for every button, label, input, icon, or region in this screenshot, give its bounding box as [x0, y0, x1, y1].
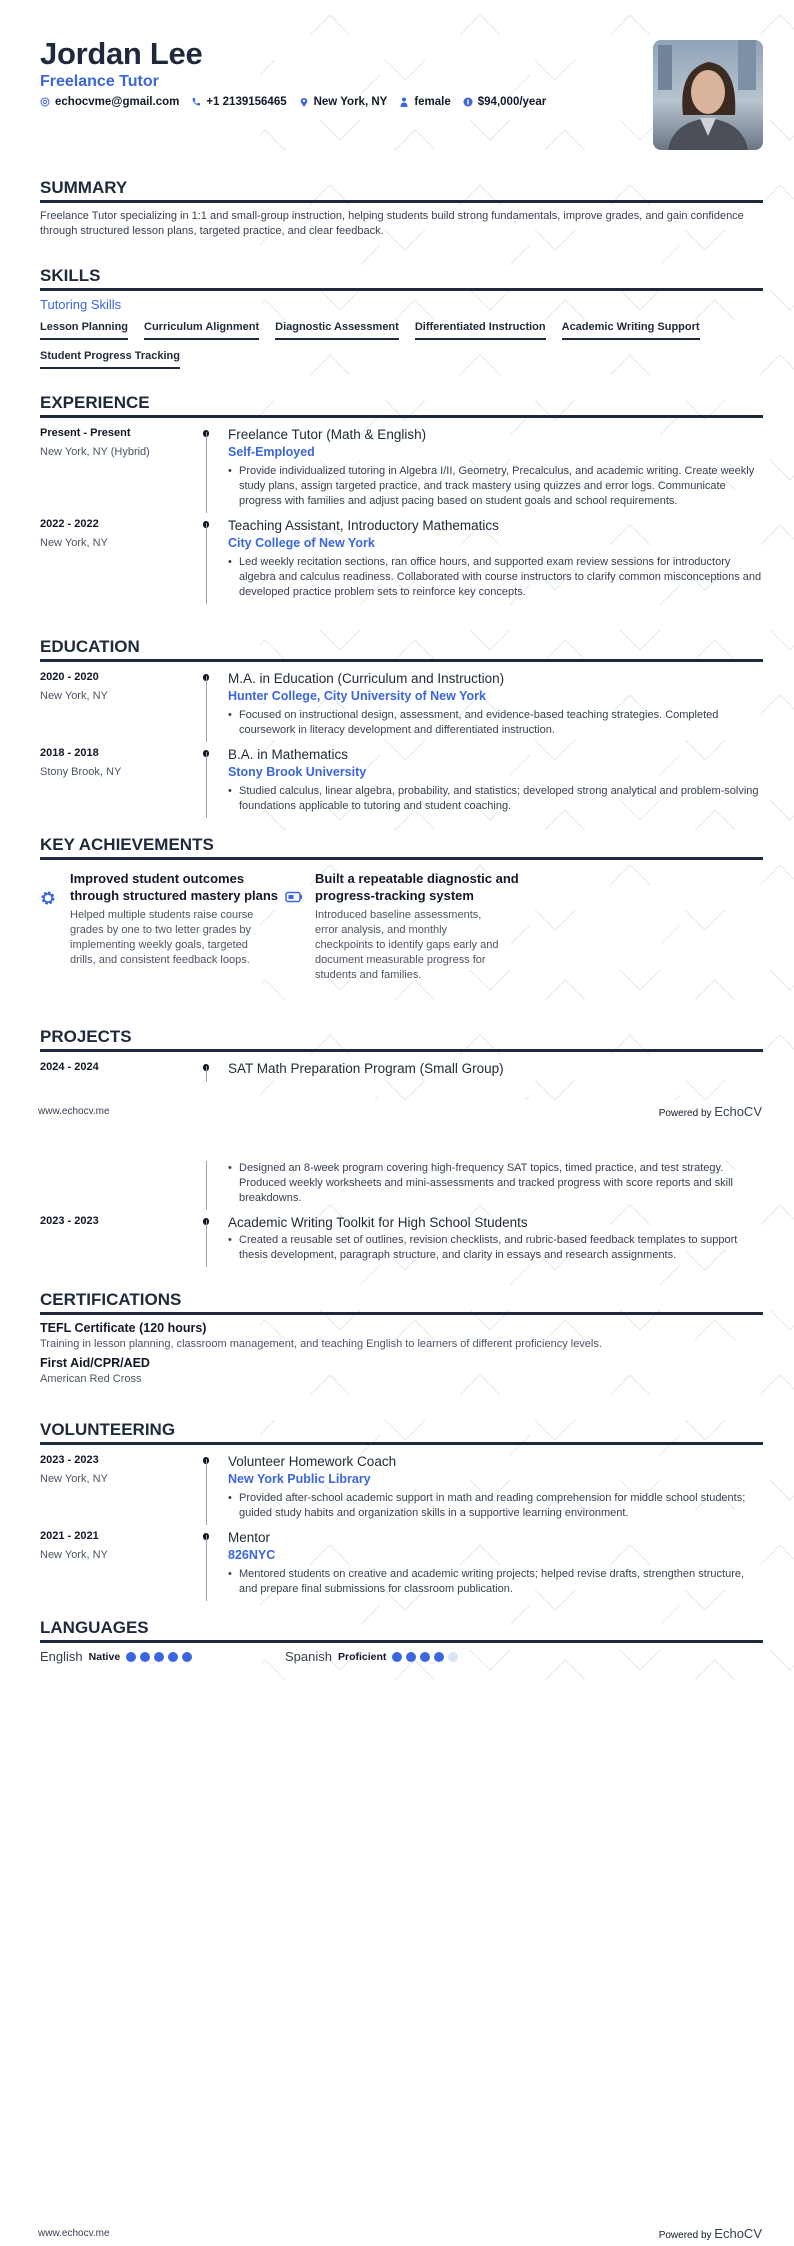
entry-date: 2023 - 2023 [40, 1454, 99, 1466]
experience-entry [40, 426, 763, 517]
rating-dot-empty [448, 1652, 458, 1662]
entry-title: Teaching Assistant, Introductory Mathematics [228, 518, 499, 533]
project-entry [40, 1060, 763, 1082]
section-heading: VOLUNTEERING [40, 1420, 176, 1439]
section-heading: SKILLS [40, 266, 101, 285]
section-divider [40, 415, 763, 418]
section-divider [40, 857, 763, 860]
gear-icon [40, 890, 56, 906]
summary-section [40, 178, 763, 239]
section-heading: SUMMARY [40, 178, 128, 197]
entry-title: M.A. in Education (Curriculum and Instruction) [228, 671, 505, 686]
entry-date: 2023 - 2023 [40, 1215, 99, 1227]
entry-bullet: • Studied calculus, linear algebra, probability, and statistics; developed strong analytical and problem-solving foundations applicable to tutoring and student coaching. [228, 784, 763, 814]
skill-chip: Curriculum Alignment [144, 317, 259, 340]
location-pin-icon [299, 97, 309, 107]
entry-title: Freelance Tutor (Math & English) [228, 427, 427, 442]
projects-section-continued [40, 1161, 763, 1271]
timeline-marker [207, 517, 228, 608]
section-divider [40, 1049, 763, 1052]
entry-location: New York, NY [40, 1549, 108, 1561]
entry-organization: Stony Brook University [228, 765, 367, 779]
entry-title: B.A. in Mathematics [228, 747, 349, 762]
achievement-card [285, 870, 525, 983]
contact-row [40, 96, 546, 108]
section-heading: CERTIFICATIONS [40, 1290, 182, 1309]
section-heading: EXPERIENCE [40, 393, 150, 412]
entry-date: 2018 - 2018 [40, 747, 99, 759]
entry-date: 2022 - 2022 [40, 518, 99, 530]
certification-issuer: American Red Cross [40, 1373, 142, 1385]
project-entry-continued [40, 1161, 763, 1214]
projects-section [40, 1027, 763, 1082]
section-divider [40, 1442, 763, 1445]
language-level: Proficient [337, 1650, 387, 1663]
timeline-marker [207, 1214, 228, 1271]
entry-bullet: • Created a reusable set of outlines, revision checklists, and rubric-based feedback templates to support thesis development, paragraph structure, and clarity in essays and research assignments. [228, 1233, 763, 1263]
certification-description: Training in lesson planning, classroom management, and teaching English to learners of different proficiency levels. [40, 1338, 602, 1350]
entry-title: SAT Math Preparation Program (Small Group) [228, 1061, 504, 1076]
timeline-marker [207, 1060, 228, 1082]
contact-salary [463, 96, 546, 108]
entry-organization: New York Public Library [228, 1472, 371, 1486]
achievement-title: Improved student outcomes through structured mastery plans [70, 871, 279, 903]
entry-organization: Self-Employed [228, 445, 315, 459]
powered-by-text: Powered by [658, 2230, 712, 2241]
certifications-section [40, 1290, 763, 1385]
language-level: Native [88, 1650, 121, 1663]
rating-dot-filled [420, 1652, 430, 1662]
education-entry [40, 746, 763, 822]
language-name: Spanish [285, 1649, 332, 1664]
timeline-marker [207, 670, 228, 746]
timeline-line [207, 1161, 228, 1214]
education-section [40, 637, 763, 822]
volunteering-entry [40, 1529, 763, 1605]
timeline-marker [207, 746, 228, 822]
rating-dot-filled [406, 1652, 416, 1662]
language-name: English [40, 1649, 83, 1664]
contact-phone[interactable] [191, 96, 286, 108]
skill-chip: Diagnostic Assessment [275, 317, 399, 340]
language-rating [392, 1652, 458, 1662]
achievement-title: Built a repeatable diagnostic and progress-tracking system [315, 871, 519, 903]
contact-email[interactable] [40, 96, 179, 108]
entry-bullet: • Provided after-school academic support in math and reading comprehension for middle school students; guided study habits and organization skills in a supportive learning environment. [228, 1491, 763, 1521]
contact-gender [399, 96, 450, 108]
section-heading: EDUCATION [40, 637, 140, 656]
entry-bullet: • Focused on instructional design, assessment, and evidence-based teaching strategies. Completed coursework in literacy development and differentiated instruction. [228, 708, 763, 738]
entry-date: 2024 - 2024 [40, 1061, 99, 1073]
skill-list [40, 317, 763, 375]
entry-organization: City College of New York [228, 536, 375, 550]
email-text: echocvme@gmail.com [55, 96, 180, 108]
section-divider [40, 200, 763, 203]
summary-text: Freelance Tutor specializing in 1:1 and small-group instruction, helping students build strong fundamentals, improve grades, and gain confidence through structured lesson plans, targeted practice, and clear feedback. [40, 210, 744, 237]
achievements-section [40, 835, 763, 983]
entry-date: 2020 - 2020 [40, 671, 99, 683]
certification-title: First Aid/CPR/AED [40, 1356, 150, 1370]
brand-logo: EchoCV [714, 1104, 762, 1119]
entry-bullet: • Designed an 8-week program covering high-frequency SAT topics, timed practice, and test strategy. Produced weekly worksheets and mini-assessments and tracked progress with score reports and skill breakdowns. [228, 1161, 763, 1206]
timeline-marker [207, 1453, 228, 1529]
section-heading: LANGUAGES [40, 1618, 149, 1637]
entry-location: New York, NY [40, 690, 108, 702]
entry-title: Volunteer Homework Coach [228, 1454, 397, 1469]
rating-dot-filled [182, 1652, 192, 1662]
entry-title: Mentor [228, 1530, 271, 1545]
rating-dot-filled [126, 1652, 136, 1662]
section-divider [40, 1312, 763, 1315]
rating-dot-filled [154, 1652, 164, 1662]
gender-text: female [414, 96, 451, 108]
profile-photo [653, 40, 763, 150]
entry-organization: 826NYC [228, 1548, 276, 1562]
salary-icon [463, 97, 473, 107]
entry-location: Stony Brook, NY [40, 766, 122, 778]
section-divider [40, 659, 763, 662]
contact-location [299, 96, 388, 108]
entry-bullet: • Provide individualized tutoring in Algebra I/II, Geometry, Precalculus, and academic writing. Create weekly study plans, assign targeted practice, and track mastery using quizzes and error logs. Communicate progress with families and adjust pacing based on student goals and school requirements. [228, 464, 763, 509]
project-entry [40, 1214, 763, 1271]
skill-chip: Lesson Planning [40, 317, 128, 340]
achievement-description: Helped multiple students raise course grades by one to two letter grades by implementing weekly goals, targeted drills, and consistent feedback loops. [70, 909, 254, 966]
footer-powered-by [659, 1104, 762, 1119]
footer-powered-by [659, 2226, 762, 2241]
person-icon [399, 97, 409, 107]
section-divider [40, 288, 763, 291]
entry-location: New York, NY (Hybrid) [40, 446, 150, 458]
entry-date: Present - Present [40, 427, 131, 439]
education-entry [40, 670, 763, 746]
footer-site-link[interactable]: www.echocv.me [38, 2228, 110, 2239]
skill-chip: Student Progress Tracking [40, 346, 180, 369]
skills-section [40, 266, 763, 375]
volunteering-entry [40, 1453, 763, 1529]
section-heading: PROJECTS [40, 1027, 132, 1046]
entry-bullet: • Led weekly recitation sections, ran office hours, and supported exam review sessions for introductory algebra and calculus readiness. Collaborated with course instructors to clarify common misconceptions and developed practice problem sets to reinforce key concepts. [228, 555, 763, 600]
volunteering-section [40, 1420, 763, 1605]
language-item [285, 1649, 458, 1664]
timeline-marker [207, 426, 228, 517]
footer-site-link[interactable]: www.echocv.me [38, 1106, 110, 1117]
powered-by-text: Powered by [658, 1108, 712, 1119]
entry-date: 2021 - 2021 [40, 1530, 99, 1542]
language-rating [126, 1652, 192, 1662]
achievement-card [40, 870, 280, 983]
entry-location: New York, NY [40, 1473, 108, 1485]
certification-title: TEFL Certificate (120 hours) [40, 1321, 207, 1335]
entry-title: Academic Writing Toolkit for High School Students [228, 1215, 528, 1230]
brand-logo: EchoCV [714, 2226, 762, 2241]
entry-organization: Hunter College, City University of New York [228, 689, 486, 703]
entry-location: New York, NY [40, 537, 108, 549]
job-title: Freelance Tutor [40, 73, 159, 90]
skill-group-title: Tutoring Skills [40, 297, 122, 312]
achievement-description: Introduced baseline assessments, error analysis, and monthly checkpoints to identify gaps early and document measurable progress for students and families. [315, 909, 499, 981]
timeline-marker [207, 1529, 228, 1605]
battery-icon [285, 891, 303, 903]
section-heading: KEY ACHIEVEMENTS [40, 835, 214, 854]
section-divider [40, 1640, 763, 1643]
entry-bullet: • Mentored students on creative and academic writing projects; helped revise drafts, strengthen structure, and prepare final submissions for classroom publication. [228, 1567, 763, 1597]
rating-dot-filled [140, 1652, 150, 1662]
phone-icon [191, 97, 201, 107]
experience-entry [40, 517, 763, 608]
salary-text: $94,000/year [477, 96, 547, 108]
rating-dot-filled [434, 1652, 444, 1662]
rating-dot-filled [392, 1652, 402, 1662]
rating-dot-filled [168, 1652, 178, 1662]
languages-section [40, 1618, 763, 1664]
skill-chip: Differentiated Instruction [415, 317, 546, 340]
phone-text: +1 2139156465 [206, 96, 287, 108]
at-icon [40, 97, 50, 107]
skill-chip: Academic Writing Support [562, 317, 700, 340]
location-text: New York, NY [313, 96, 388, 108]
experience-section [40, 393, 763, 608]
candidate-name: Jordan Lee [40, 36, 203, 71]
language-item [40, 1649, 285, 1664]
